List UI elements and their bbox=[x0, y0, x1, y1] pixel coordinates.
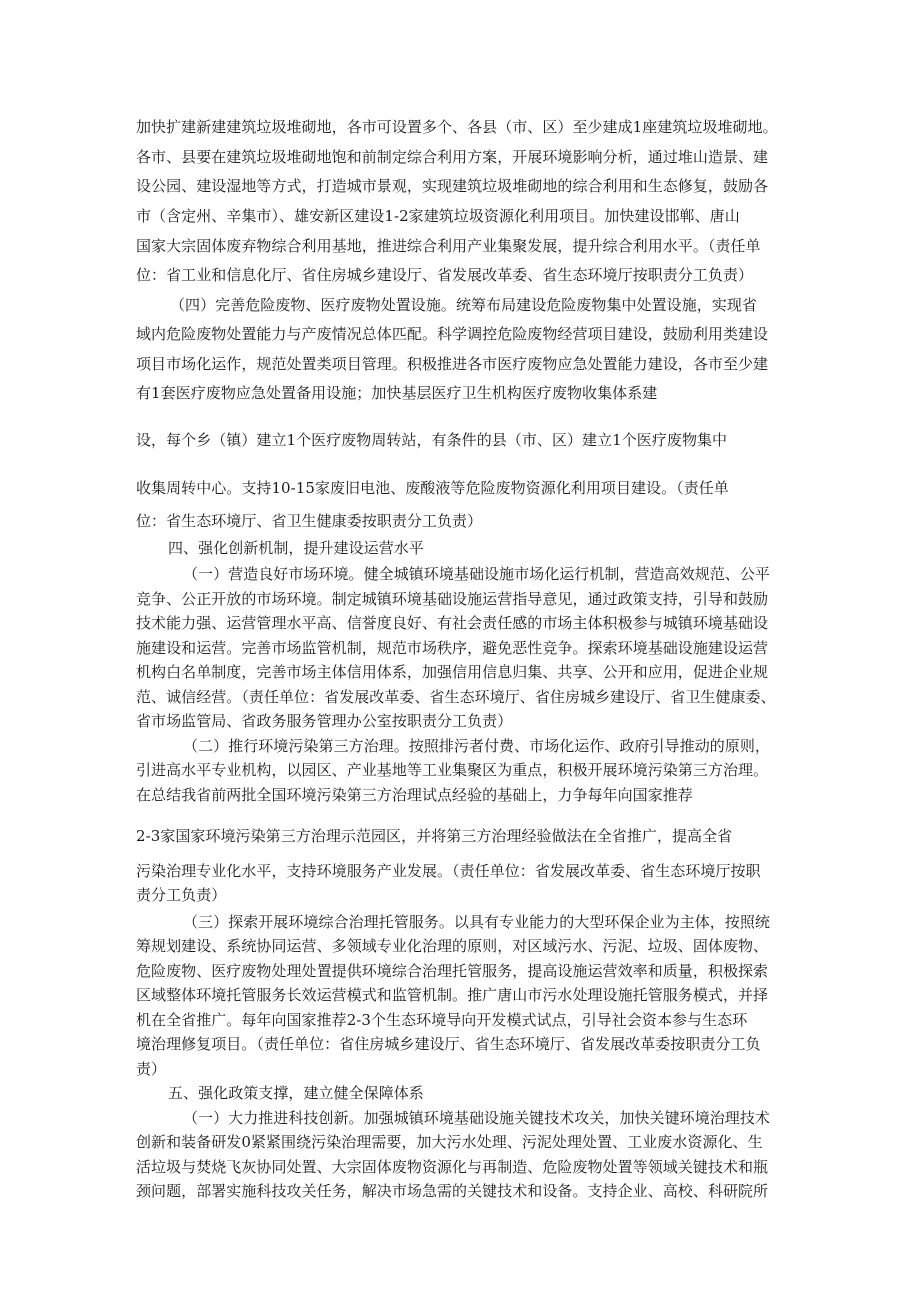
text-line: 施建设和运营。完善市场监管机制，规范市场秩序，避免恶性竞争。探索环境基础设施建设运营 bbox=[136, 639, 769, 657]
text-line: 2-3家国家环境污染第三方治理示范园区，并将第三方治理经验做法在全省推广，提高全省 bbox=[136, 827, 733, 845]
text-line: 创新和装备研发0紧紧围绕污染治理需要，加大污水处理、污泥处理处置、工业废水资源化、生 bbox=[136, 1133, 763, 1151]
text-line: 责） bbox=[136, 1060, 167, 1078]
paragraph-heading: （二）推行环境污染第三方治理。按照排污者付费、市场化运作、政府引导推动的原则， bbox=[183, 737, 770, 755]
text-line: 各市、县要在建筑垃圾堆砌地饱和前制定综合利用方案，开展环境影响分析，通过堆山造景、建 bbox=[136, 148, 769, 166]
text-line: 项目市场化运作，规范处置类项目管理。积极推进各市医疗废物应急处置能力建设，各市至少建 bbox=[136, 355, 769, 373]
text-line: 筹规划建设、系统协同运营、多领域专业化治理的原则，对区域污水、污泥、垃圾、固体废物、 bbox=[136, 937, 769, 955]
text-line: 域内危险废物处置能力与产废情况总体匹配。科学调控危险废物经营项目建设，鼓励利用类建设 bbox=[136, 325, 769, 343]
text-line: 加快扩建新建建筑垃圾堆砌地，各市可设置多个、各县（市、区）至少建成1座建筑垃圾堆砌地。 bbox=[136, 118, 778, 136]
text-line: 设，每个乡（镇）建立1个医疗废物周转站，有条件的县（市、区）建立1个医疗废物集中 bbox=[136, 431, 728, 449]
text-line: 省市场监管局、省政务服务管理办公室按职责分工负责） bbox=[136, 712, 513, 730]
text-line: 位：省生态环境厅、省卫生健康委按职责分工负责） bbox=[136, 512, 483, 530]
section-heading: 四、强化创新机制，提升建设运营水平 bbox=[168, 539, 424, 557]
text-line: 引进高水平专业机构，以园区、产业基地等工业集聚区为重点，积极开展环境污染第三方治理。 bbox=[136, 761, 769, 779]
text-line: 收集周转中心。支持10-15家废旧电池、废酸液等危险废物资源化利用项目建设。（责任单 bbox=[136, 479, 729, 497]
text-line: 活垃圾与焚烧飞灰协同处置、大宗固体废物资源化与再制造、危险废物处置等领域关键技术和瓶 bbox=[136, 1158, 769, 1176]
text-line: 有1套医疗废物应急处置备用设施；加快基层医疗卫生机构医疗废物收集体系建 bbox=[136, 384, 658, 402]
paragraph-heading: （四）完善危险废物、医疗废物处置设施。统筹布局建设危险废物集中处置设施，实现省 bbox=[170, 296, 757, 314]
text-line: 危险废物、医疗废物处理处置提供环境综合治理托管服务，提高设施运营效率和质量，积极探索 bbox=[136, 962, 769, 980]
text-line: 颈问题，部署实施科技攻关任务，解决市场急需的关键技术和设备。支持企业、高校、科研院所 bbox=[136, 1182, 769, 1200]
text-line: 范、诚信经营。（责任单位：省发展改革委、省生态环境厅、省住房城乡建设厅、省卫生健康委、 bbox=[136, 688, 776, 706]
paragraph-heading: （一）大力推进科技创新。加强城镇环境基础设施关键技术攻关，加快关键环境治理技术 bbox=[183, 1109, 770, 1127]
text-line: 竞争、公正开放的市场环境。制定城镇环境基础设施运营指导意见，通过政策支持，引导和鼓励 bbox=[136, 590, 769, 608]
text-line: 位：省工业和信息化厅、省住房城乡建设厅、省发展改革委、省生态环境厅按职责分工负责） bbox=[136, 266, 754, 284]
text-line: 区域整体环境托管服务长效运营模式和监管机制。推广唐山市污水处理设施托管服务模式，并择 bbox=[136, 986, 769, 1004]
text-line: 设公园、建设湿地等方式，打造城市景观，实现建筑垃圾堆砌地的综合利用和生态修复，鼓励各 bbox=[136, 177, 769, 195]
text-line: 市（含定州、辛集市）、雄安新区建设1-2家建筑垃圾资源化利用项目。加快建设邯郸、唐山 bbox=[136, 207, 740, 225]
paragraph-heading: （三）探索开展环境综合治理托管服务。以具有专业能力的大型环保企业为主体，按照统 bbox=[183, 913, 770, 931]
paragraph-heading: （一）营造良好市场环境。健全城镇环境基础设施市场化运行机制，营造高效规范、公平 bbox=[183, 565, 770, 583]
text-line: 责分工负责） bbox=[136, 886, 227, 904]
text-line: 境治理修复项目。（责任单位：省住房城乡建设厅、省生态环境厅、省发展改革委按职责分工负 bbox=[136, 1035, 761, 1053]
text-line: 技术能力强、运营管理水平高、信誉度良好、有社会责任感的市场主体积极参与城镇环境基础设 bbox=[136, 614, 769, 632]
text-line: 国家大宗固体废弃物综合利用基地，推进综合利用产业集聚发展，提升综合利用水平。（责任单 bbox=[136, 237, 761, 255]
text-line: 在总结我省前两批全国环境污染第三方治理试点经验的基础上，力争每年向国家推荐 bbox=[136, 786, 693, 804]
text-line: 机构白名单制度，完善市场主体信用体系，加强信用信息归集、共享、公开和应用，促进企业规 bbox=[136, 663, 769, 681]
text-line: 污染治理专业化水平，支持环境服务产业发展。（责任单位：省发展改革委、省生态环境厅按职 bbox=[136, 862, 761, 880]
text-line: 机在全省推广。每年向国家推荐2-3个生态环境导向开发模式试点，引导社会资本参与生态环 bbox=[136, 1011, 748, 1029]
section-heading: 五、强化政策支撑，建立健全保障体系 bbox=[168, 1084, 424, 1102]
